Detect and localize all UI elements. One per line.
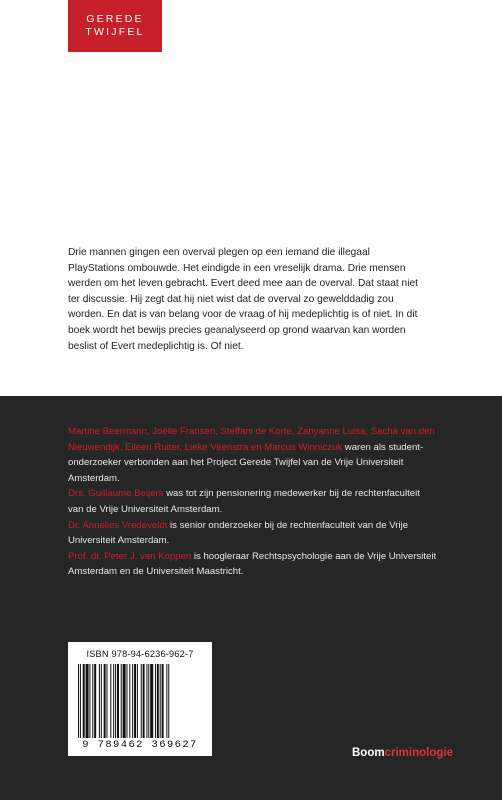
author-bio [68, 549, 438, 580]
series-logo [68, 0, 162, 52]
series-logo-line2: TWIJFEL [85, 26, 145, 38]
publisher-imprint: criminologie [384, 747, 453, 759]
author-names: Prof. dr. Peter J. van Koppen [68, 550, 192, 562]
publisher-name: Boom [352, 747, 385, 759]
barcode-bars [78, 664, 203, 738]
series-logo-line1: GEREDE [86, 13, 144, 25]
author-bio [68, 424, 438, 486]
author-names: Martine Beermann, Joëlle Fransen, Steffani de Korte, Zahyanne Luisa, Sacha van den Nieuwendijk, Eileen Ruiter, Lieke Veenstra en Marcus Winniczuk [68, 426, 435, 453]
author-names: Drs. Guillaume Beijers [68, 488, 164, 500]
isbn-barcode [68, 642, 212, 756]
barcode-digits: 9 789462 369627 [82, 739, 198, 751]
author-section [0, 396, 502, 800]
author-description: was tot zijn pensionering medewerker bij de rechtenfaculteit van de Vrije Universiteit Amsterdam. [68, 488, 420, 515]
author-bio [68, 518, 438, 549]
author-description: waren als student-onderzoeker verbonden aan het Project Gerede Twijfel van de Vrije Universiteit Amsterdam. [68, 441, 424, 484]
author-bios [68, 424, 438, 580]
back-cover-blurb: Drie mannen gingen een overval plegen op een iemand die illegaal PlayStations ombouwde. Het eindigde in een vreselijk drama. Drie mensen werden om het leven gebracht. Evert deed mee aan de overval. Dat staat niet ter discussie. Hij zegt dat hij niet wist dat de overval zo gewelddadig zou worden. En dat is van belang voor de vraag of hij medeplichtig is of niet. In dit boek wordt het bewijs precies geanalyseerd op grond waarvan kan worden beslist of Evert medeplichtig is. Of niet. [68, 247, 418, 352]
isbn-label: ISBN 978-94-6236-962-7 [86, 649, 194, 659]
author-description: is hoogleraar Rechtspsychologie aan de Vrije Universiteit Amsterdam en de Universiteit Maastricht. [68, 550, 437, 578]
author-bio [68, 486, 438, 517]
publisher-logo [352, 747, 453, 759]
author-names: Dr. Annelies Vredeveldt [68, 519, 168, 531]
author-description: is senior onderzoeker bij de rechtenfaculteit van de Vrije Universiteit Amsterdam. [68, 519, 409, 547]
front-section [0, 0, 502, 396]
